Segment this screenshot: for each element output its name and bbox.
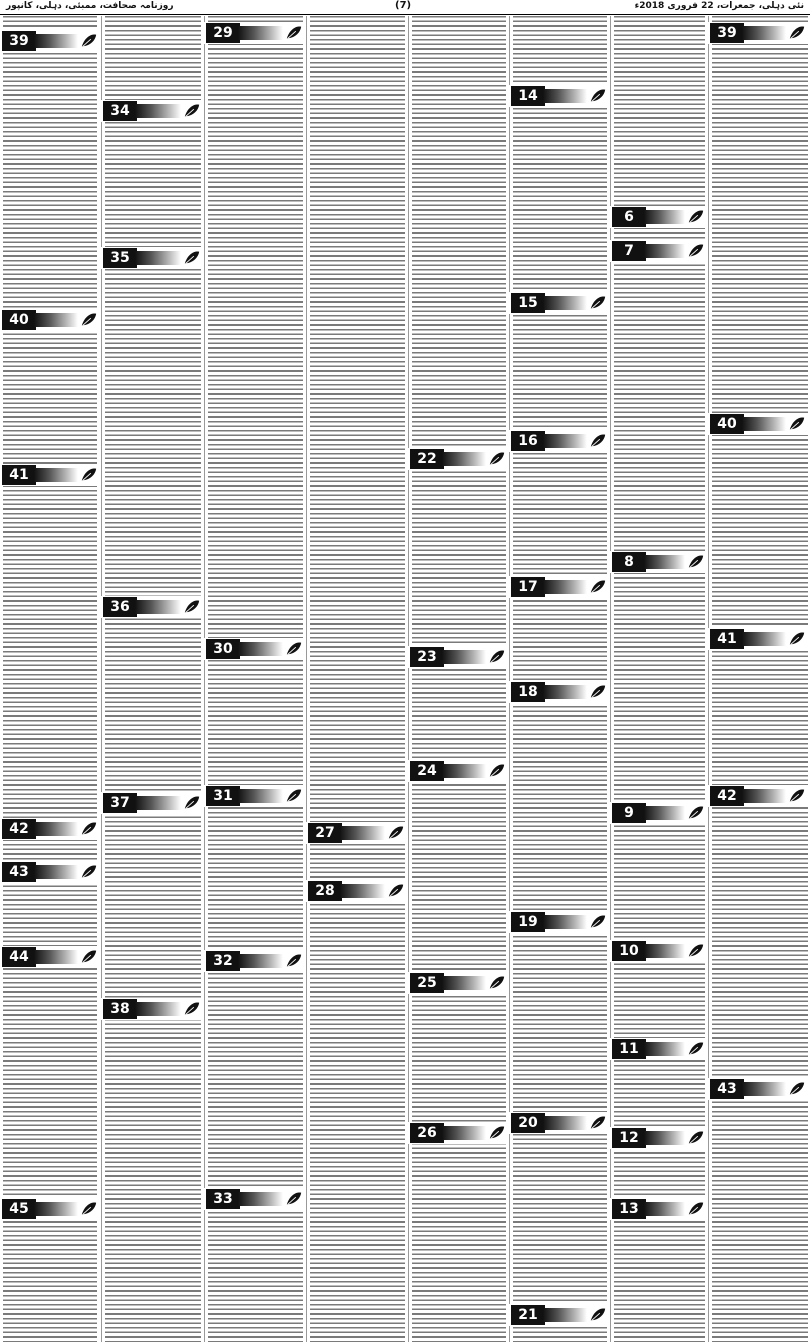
leaf-icon (387, 882, 405, 900)
section-number: 28 (308, 881, 342, 901)
leaf-icon (589, 1306, 607, 1324)
section-number: 16 (511, 431, 545, 451)
section-number: 19 (511, 912, 545, 932)
leaf-icon (788, 787, 806, 805)
section-header (509, 1112, 609, 1134)
section-header (204, 950, 305, 972)
leaf-icon (488, 1124, 506, 1142)
section-number: 43 (710, 1079, 744, 1099)
leaf-icon (788, 415, 806, 433)
section-number: 13 (612, 1199, 646, 1219)
leaf-icon (687, 1040, 705, 1058)
section-number: 34 (103, 101, 137, 121)
leaf-icon (183, 102, 201, 120)
section-header (610, 206, 707, 228)
section-header (408, 972, 508, 994)
section-number: 7 (612, 241, 646, 261)
leaf-icon (687, 942, 705, 960)
section-number: 6 (612, 207, 646, 227)
leaf-icon (80, 466, 98, 484)
section-number: 20 (511, 1113, 545, 1133)
section-number: 27 (308, 823, 342, 843)
section-number: 40 (2, 310, 36, 330)
leaf-icon (589, 294, 607, 312)
leaf-icon (687, 242, 705, 260)
column-c3 (509, 16, 610, 1342)
section-number: 9 (612, 803, 646, 823)
leaf-icon (788, 24, 806, 42)
leaf-icon (183, 249, 201, 267)
page-number: (7) (395, 0, 412, 11)
section-header (708, 413, 808, 435)
section-number: 35 (103, 248, 137, 268)
masthead-date: نئی دہلی، جمعرات، 22 فروری 2018ء (634, 1, 804, 11)
section-number: 8 (612, 552, 646, 572)
section-number: 22 (410, 449, 444, 469)
section-number: 12 (612, 1128, 646, 1148)
masthead-left: روزنامہ صحافت، ممبئی، دہلی، کانپور (6, 1, 174, 11)
section-number: 37 (103, 793, 137, 813)
section-header (204, 22, 305, 44)
column-c6 (204, 16, 306, 1342)
section-number: 39 (2, 31, 36, 51)
column-c7 (101, 16, 204, 1342)
section-number: 25 (410, 973, 444, 993)
leaf-icon (488, 762, 506, 780)
section-header (610, 940, 707, 962)
section-number: 23 (410, 647, 444, 667)
section-header (509, 911, 609, 933)
section-header (509, 430, 609, 452)
section-number: 11 (612, 1039, 646, 1059)
section-header (509, 1304, 609, 1326)
leaf-icon (80, 820, 98, 838)
section-number: 31 (206, 786, 240, 806)
section-header (610, 802, 707, 824)
section-header (408, 448, 508, 470)
leaf-icon (687, 804, 705, 822)
section-header (0, 1198, 100, 1220)
column-c1 (708, 16, 810, 1342)
section-header (509, 681, 609, 703)
leaf-icon (589, 913, 607, 931)
section-number: 42 (710, 786, 744, 806)
leaf-icon (80, 1200, 98, 1218)
section-header (0, 464, 100, 486)
leaf-icon (183, 598, 201, 616)
section-header (101, 100, 203, 122)
section-header (306, 880, 407, 902)
section-header (708, 1078, 808, 1100)
leaf-icon (788, 630, 806, 648)
section-number: 45 (2, 1199, 36, 1219)
section-header (708, 22, 808, 44)
column-c8 (0, 16, 100, 1342)
leaf-icon (488, 974, 506, 992)
section-number: 30 (206, 639, 240, 659)
section-header (408, 760, 508, 782)
leaf-icon (80, 948, 98, 966)
section-header (0, 946, 100, 968)
section-header (408, 1122, 508, 1144)
leaf-icon (589, 1114, 607, 1132)
section-number: 38 (103, 999, 137, 1019)
leaf-icon (687, 553, 705, 571)
leaf-icon (80, 311, 98, 329)
leaf-icon (788, 1080, 806, 1098)
leaf-icon (285, 640, 303, 658)
section-number: 42 (2, 819, 36, 839)
section-header (708, 628, 808, 650)
section-number: 41 (2, 465, 36, 485)
section-header (509, 85, 609, 107)
section-number: 17 (511, 577, 545, 597)
section-header (0, 30, 100, 52)
leaf-icon (687, 1129, 705, 1147)
section-number: 33 (206, 1189, 240, 1209)
section-header (204, 638, 305, 660)
section-header (306, 822, 407, 844)
section-number: 29 (206, 23, 240, 43)
leaf-icon (488, 450, 506, 468)
section-header (101, 596, 203, 618)
column-c5 (306, 16, 408, 1342)
leaf-icon (285, 1190, 303, 1208)
leaf-icon (589, 683, 607, 701)
section-header (408, 646, 508, 668)
section-number: 18 (511, 682, 545, 702)
section-header (509, 292, 609, 314)
section-header (101, 998, 203, 1020)
leaf-icon (488, 648, 506, 666)
masthead (0, 0, 810, 15)
section-number: 14 (511, 86, 545, 106)
section-number: 10 (612, 941, 646, 961)
section-number: 26 (410, 1123, 444, 1143)
section-header (610, 1127, 707, 1149)
section-number: 40 (710, 414, 744, 434)
section-header (204, 1188, 305, 1210)
section-header (610, 1038, 707, 1060)
leaf-icon (589, 578, 607, 596)
section-number: 32 (206, 951, 240, 971)
leaf-icon (589, 87, 607, 105)
section-header (101, 247, 203, 269)
section-number: 36 (103, 597, 137, 617)
section-number: 24 (410, 761, 444, 781)
leaf-icon (589, 432, 607, 450)
section-header (509, 576, 609, 598)
section-header (0, 861, 100, 883)
section-header (0, 309, 100, 331)
section-number: 21 (511, 1305, 545, 1325)
section-header (708, 785, 808, 807)
section-number: 15 (511, 293, 545, 313)
section-header (101, 792, 203, 814)
section-number: 41 (710, 629, 744, 649)
leaf-icon (285, 952, 303, 970)
leaf-icon (687, 1200, 705, 1218)
leaf-icon (183, 794, 201, 812)
leaf-icon (285, 24, 303, 42)
section-header (0, 818, 100, 840)
section-header (204, 785, 305, 807)
leaf-icon (80, 863, 98, 881)
section-number: 39 (710, 23, 744, 43)
section-header (610, 240, 707, 262)
leaf-icon (183, 1000, 201, 1018)
leaf-icon (80, 32, 98, 50)
section-number: 44 (2, 947, 36, 967)
leaf-icon (285, 787, 303, 805)
section-header (610, 1198, 707, 1220)
section-number: 43 (2, 862, 36, 882)
leaf-icon (387, 824, 405, 842)
leaf-icon (687, 208, 705, 226)
section-header (610, 551, 707, 573)
